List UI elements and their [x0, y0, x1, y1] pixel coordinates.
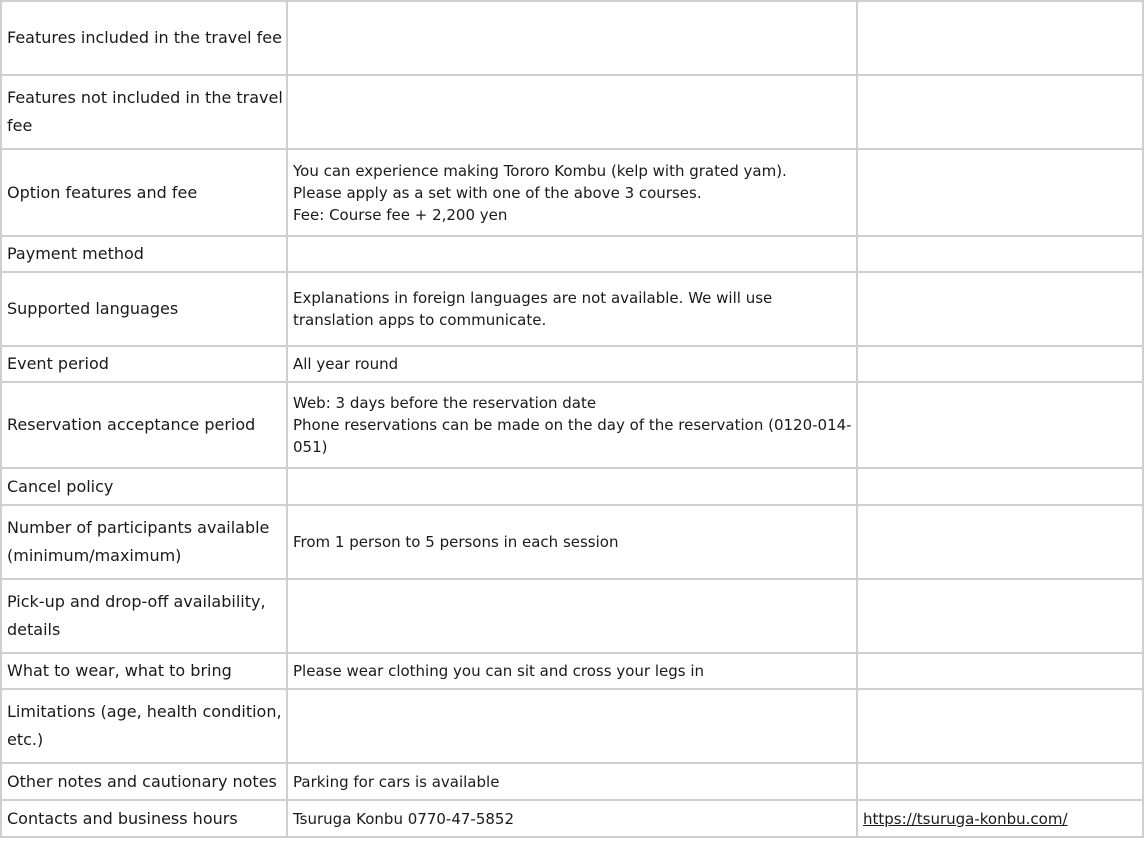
row-value [287, 236, 857, 272]
row-value [287, 272, 857, 346]
value-line: You can experience making Tororo Kombu (kelp with grated yam). [293, 161, 787, 180]
row-value [287, 505, 857, 579]
row-value [287, 149, 857, 236]
row-label: Features included in the travel fee [1, 1, 287, 75]
row-extra [857, 75, 1143, 149]
row-extra [857, 579, 1143, 653]
row-value [287, 382, 857, 468]
row-label: Limitations (age, health condition, etc.) [1, 689, 287, 763]
table-row [1, 236, 1143, 272]
value-line: Please wear clothing you can sit and cross your legs in [293, 662, 705, 680]
value-line: Parking for cars is available [293, 772, 500, 791]
value-line: Web: 3 days before the reservation date [293, 394, 597, 412]
row-label: What to wear, what to bring [1, 653, 287, 689]
table-row [1, 505, 1143, 579]
row-extra [857, 149, 1143, 236]
row-value [287, 800, 857, 837]
row-label: Other notes and cautionary notes [1, 763, 287, 800]
row-value [287, 579, 857, 653]
value-line: Explanations in foreign languages are not available. We will use translation apps to communicate. [293, 289, 773, 329]
value-line: Please apply as a set with one of the above 3 courses. [293, 183, 702, 202]
row-extra [857, 800, 1143, 837]
row-extra [857, 272, 1143, 346]
row-value [287, 346, 857, 382]
table-row [1, 800, 1143, 837]
value-line: From 1 person to 5 persons in each session [293, 533, 619, 551]
row-value [287, 1, 857, 75]
table-row [1, 272, 1143, 346]
row-label: Pick-up and drop-off availability, details [1, 579, 287, 653]
row-extra [857, 236, 1143, 272]
row-label: Supported languages [1, 272, 287, 346]
row-value [287, 689, 857, 763]
table-row [1, 75, 1143, 149]
row-value [287, 763, 857, 800]
table-row [1, 382, 1143, 468]
table-row [1, 579, 1143, 653]
table-row [1, 763, 1143, 800]
row-label: Number of participants available (minimum/maximum) [1, 505, 287, 579]
table-row [1, 653, 1143, 689]
row-extra [857, 763, 1143, 800]
row-label: Contacts and business hours [1, 800, 287, 837]
row-label: Reservation acceptance period [1, 382, 287, 468]
row-extra [857, 689, 1143, 763]
value-line: Phone reservations can be made on the day of the reservation (0120-014-051) [293, 416, 852, 456]
table-row [1, 1, 1143, 75]
tour-info-body [1, 1, 1143, 837]
row-label: Payment method [1, 236, 287, 272]
table-row [1, 149, 1143, 236]
row-value [287, 468, 857, 505]
row-label: Option features and fee [1, 149, 287, 236]
row-extra [857, 505, 1143, 579]
row-extra [857, 1, 1143, 75]
row-extra [857, 346, 1143, 382]
row-label: Cancel policy [1, 468, 287, 505]
row-value [287, 75, 857, 149]
row-value [287, 653, 857, 689]
table-row [1, 468, 1143, 505]
value-line: Fee: Course fee + 2,200 yen [293, 205, 508, 224]
table-row [1, 689, 1143, 763]
row-label: Features not included in the travel fee [1, 75, 287, 149]
table-row [1, 346, 1143, 382]
row-extra [857, 653, 1143, 689]
value-line: All year round [293, 355, 399, 373]
row-extra [857, 382, 1143, 468]
value-line: Tsuruga Konbu 0770-47-5852 [293, 809, 514, 828]
row-label: Event period [1, 346, 287, 382]
website-link[interactable]: https://tsuruga-konbu.com/ [863, 809, 1068, 828]
row-extra [857, 468, 1143, 505]
